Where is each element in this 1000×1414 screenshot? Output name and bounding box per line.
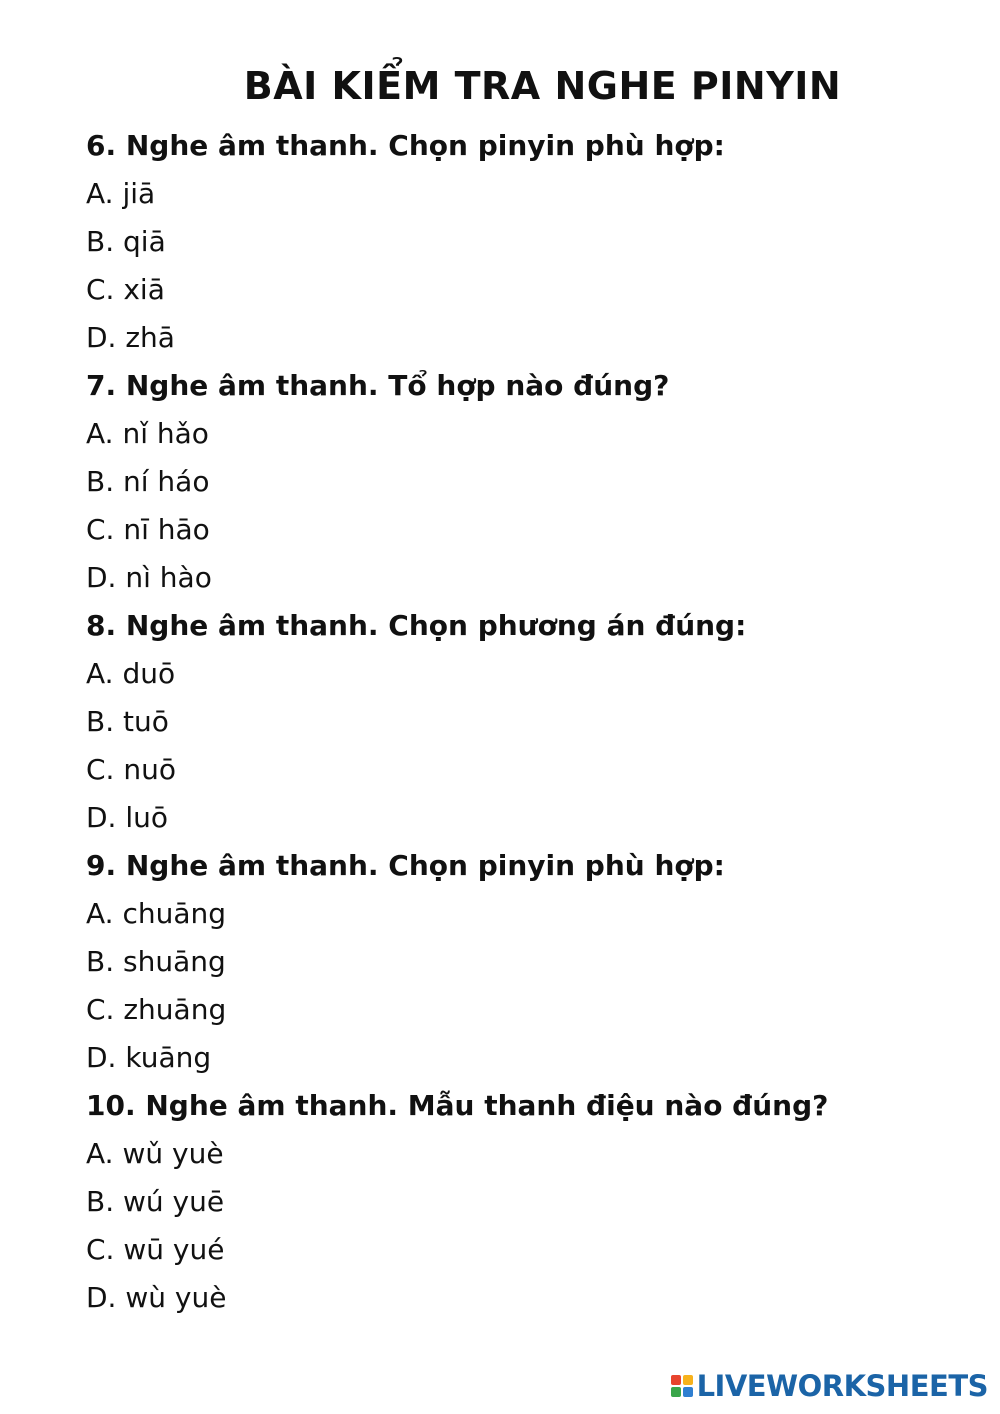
option-d[interactable]: D. nì hào	[86, 561, 212, 594]
question-text: 9. Nghe âm thanh. Chọn pinyin phù hợp:	[86, 849, 725, 882]
question-7	[86, 362, 966, 602]
option-d[interactable]: D. wù yuè	[86, 1281, 227, 1314]
question-6	[86, 122, 966, 362]
option-b[interactable]: B. wú yuē	[86, 1185, 225, 1218]
option-b[interactable]: B. tuō	[86, 705, 169, 738]
logo-tile	[683, 1387, 693, 1397]
question-text: 7. Nghe âm thanh. Tổ hợp nào đúng?	[86, 369, 670, 402]
option-c[interactable]: C. wū yué	[86, 1233, 225, 1266]
option-d[interactable]: D. luō	[86, 801, 169, 834]
page-title: BÀI KIỂM TRA NGHE PINYIN	[243, 64, 842, 108]
question-text: 8. Nghe âm thanh. Chọn phương án đúng:	[86, 609, 747, 642]
option-b[interactable]: B. shuāng	[86, 945, 226, 978]
option-a[interactable]: A. duō	[86, 657, 176, 690]
option-b[interactable]: B. ní háo	[86, 465, 210, 498]
option-a[interactable]: A. nǐ hǎo	[86, 417, 209, 450]
option-b[interactable]: B. qiā	[86, 225, 166, 258]
option-a[interactable]: A. jiā	[86, 177, 156, 210]
logo-tile	[671, 1375, 681, 1385]
option-c[interactable]: C. zhuāng	[86, 993, 227, 1026]
logo-tile	[671, 1387, 681, 1397]
question-9	[86, 842, 966, 1082]
question-text: 6. Nghe âm thanh. Chọn pinyin phù hợp:	[86, 129, 725, 162]
logo-tile	[683, 1375, 693, 1385]
option-c[interactable]: C. xiā	[86, 273, 165, 306]
question-10	[86, 1082, 966, 1322]
option-d[interactable]: D. zhā	[86, 321, 175, 354]
option-d[interactable]: D. kuāng	[86, 1041, 212, 1074]
liveworksheets-logo	[671, 1366, 988, 1406]
liveworksheets-logo-icon	[671, 1375, 693, 1397]
question-list	[86, 122, 966, 1322]
option-a[interactable]: A. wǔ yuè	[86, 1137, 224, 1170]
option-c[interactable]: C. nī hāo	[86, 513, 210, 546]
option-a[interactable]: A. chuāng	[86, 897, 227, 930]
logo-text: LIVEWORKSHEETS	[696, 1369, 988, 1403]
question-text: 10. Nghe âm thanh. Mẫu thanh điệu nào đúng?	[86, 1089, 829, 1122]
option-c[interactable]: C. nuō	[86, 753, 176, 786]
question-8	[86, 602, 966, 842]
